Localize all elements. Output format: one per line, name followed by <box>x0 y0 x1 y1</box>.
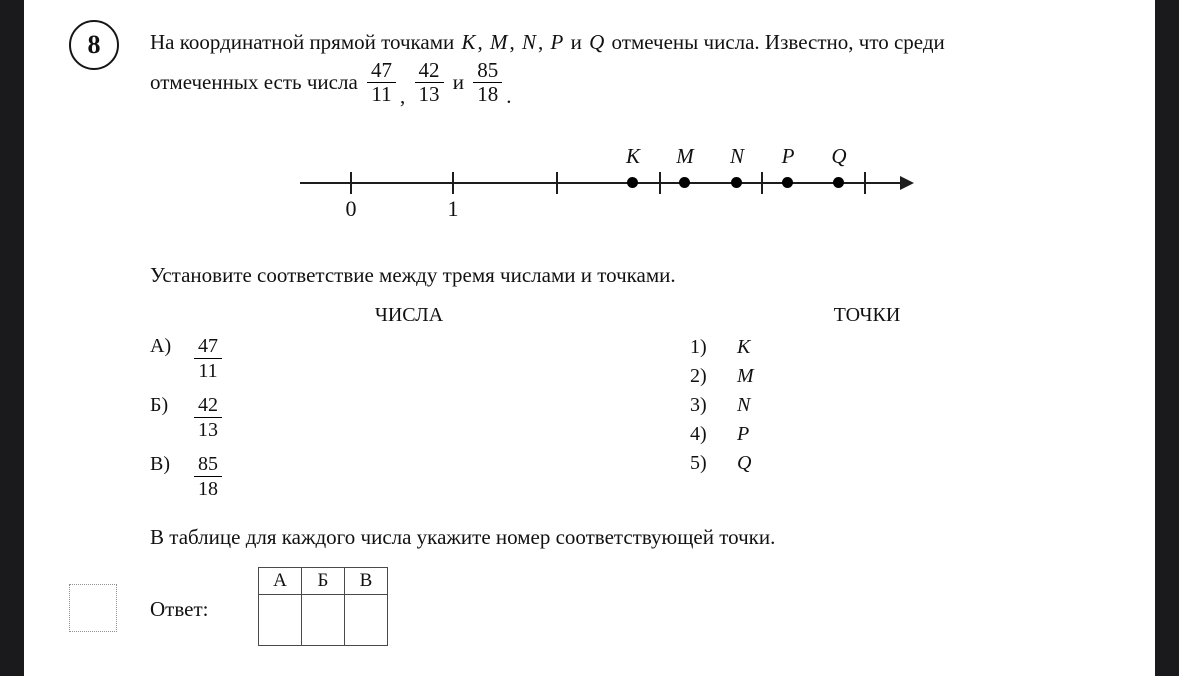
point-letter: Q <box>589 30 605 54</box>
point-label-P: P <box>781 144 795 168</box>
arrow-right-icon <box>900 176 914 190</box>
list-item <box>690 452 754 481</box>
list-item <box>690 336 754 365</box>
numerator: 85 <box>477 58 499 82</box>
list-item <box>690 423 754 452</box>
item-key-a: А) <box>150 335 172 357</box>
answer-table <box>258 567 388 646</box>
tick-5 <box>864 172 866 194</box>
denominator: 13 <box>194 417 222 442</box>
item-key-1: 1) <box>690 336 707 358</box>
answer-table-value-row <box>259 595 388 646</box>
fraction-85-18 <box>194 452 222 501</box>
numerator: 47 <box>198 335 218 357</box>
tick-1 <box>452 172 454 194</box>
conjunction: и <box>447 70 470 94</box>
numberline-axis <box>300 182 902 184</box>
fraction-47-11 <box>367 59 396 106</box>
point-dot-N <box>731 177 742 188</box>
matching-instruction: Установите соответствие между тремя числами и точками. <box>150 263 676 287</box>
tick-2 <box>556 172 558 194</box>
item-key-5: 5) <box>690 452 707 474</box>
point-letter: K <box>461 30 476 54</box>
point-letter: N <box>522 30 537 54</box>
numerator: 85 <box>198 453 218 475</box>
item-key-4: 4) <box>690 423 707 445</box>
fraction-42-13 <box>194 393 222 442</box>
point-option-M: M <box>737 365 754 387</box>
item-key-v: В) <box>150 453 170 475</box>
answer-label: Ответ: <box>150 597 209 621</box>
separator-comma: , <box>400 84 411 108</box>
statement-line-2 <box>150 59 1090 106</box>
answer-table-header-v: В <box>345 568 388 595</box>
point-dot-K <box>627 177 638 188</box>
point-option-Q: Q <box>737 452 752 474</box>
point-dot-P <box>782 177 793 188</box>
denominator: 18 <box>194 476 222 501</box>
point-letter: P <box>550 30 564 54</box>
point-label-K: K <box>625 144 640 168</box>
denominator: 11 <box>367 82 395 106</box>
numerator: 42 <box>198 394 218 416</box>
worksheet-page <box>24 0 1155 676</box>
answer-table-header-a: А <box>259 568 302 595</box>
item-key-2: 2) <box>690 365 707 387</box>
tick-label-1: 1 <box>447 196 459 221</box>
problem-number: 8 <box>87 30 101 59</box>
point-label-M: M <box>676 144 694 168</box>
list-item <box>690 365 754 394</box>
tick-3 <box>659 172 661 194</box>
tick-0 <box>350 172 352 194</box>
statement-text: , <box>538 30 549 54</box>
denominator: 18 <box>473 82 502 106</box>
answer-cell-b[interactable] <box>302 595 345 646</box>
point-label-N: N <box>729 144 744 168</box>
period: . <box>506 84 512 108</box>
points-column-header: ТОЧКИ <box>833 304 901 326</box>
list-item <box>150 334 222 383</box>
answer-table-header-row <box>259 568 388 595</box>
point-dot-Q <box>833 177 844 188</box>
denominator: 11 <box>194 358 221 383</box>
problem-number-badge <box>69 20 119 70</box>
answer-cell-v[interactable] <box>345 595 388 646</box>
statement-text: отмеченных есть числа <box>150 70 364 94</box>
list-item <box>150 452 222 501</box>
tick-4 <box>761 172 763 194</box>
list-item <box>150 393 222 442</box>
denominator: 13 <box>415 82 444 106</box>
numerator: 47 <box>371 58 393 82</box>
tick-label-0: 0 <box>345 196 357 221</box>
numbers-column-header: ЧИСЛА <box>374 304 444 326</box>
point-letter: M <box>490 30 508 54</box>
point-label-Q: Q <box>831 144 847 168</box>
item-key-b: Б) <box>150 394 169 416</box>
fraction-42-13 <box>415 59 444 106</box>
fraction-85-18 <box>473 59 502 106</box>
list-item <box>690 394 754 423</box>
statement-text: , <box>509 30 521 54</box>
answer-instruction: В таблице для каждого числа укажите номер соответствующей точки. <box>150 525 776 549</box>
point-dot-M <box>679 177 690 188</box>
point-option-N: N <box>737 394 751 416</box>
answer-cell-a[interactable] <box>259 595 302 646</box>
problem-statement <box>150 29 1090 106</box>
numerator: 42 <box>418 58 440 82</box>
statement-line-1 <box>150 29 1090 55</box>
numbers-list <box>150 334 222 511</box>
point-option-K: K <box>737 336 751 358</box>
fraction-47-11 <box>194 334 222 383</box>
point-option-P: P <box>737 423 750 445</box>
statement-text: и <box>565 30 588 54</box>
statement-text: На координатной прямой точками <box>150 30 460 54</box>
points-list <box>690 336 754 481</box>
answer-table-header-b: Б <box>302 568 345 595</box>
answer-marker-box <box>69 584 117 632</box>
statement-text: , <box>477 30 489 54</box>
item-key-3: 3) <box>690 394 707 416</box>
statement-text: отмечены числа. Известно, что среди <box>606 30 945 54</box>
